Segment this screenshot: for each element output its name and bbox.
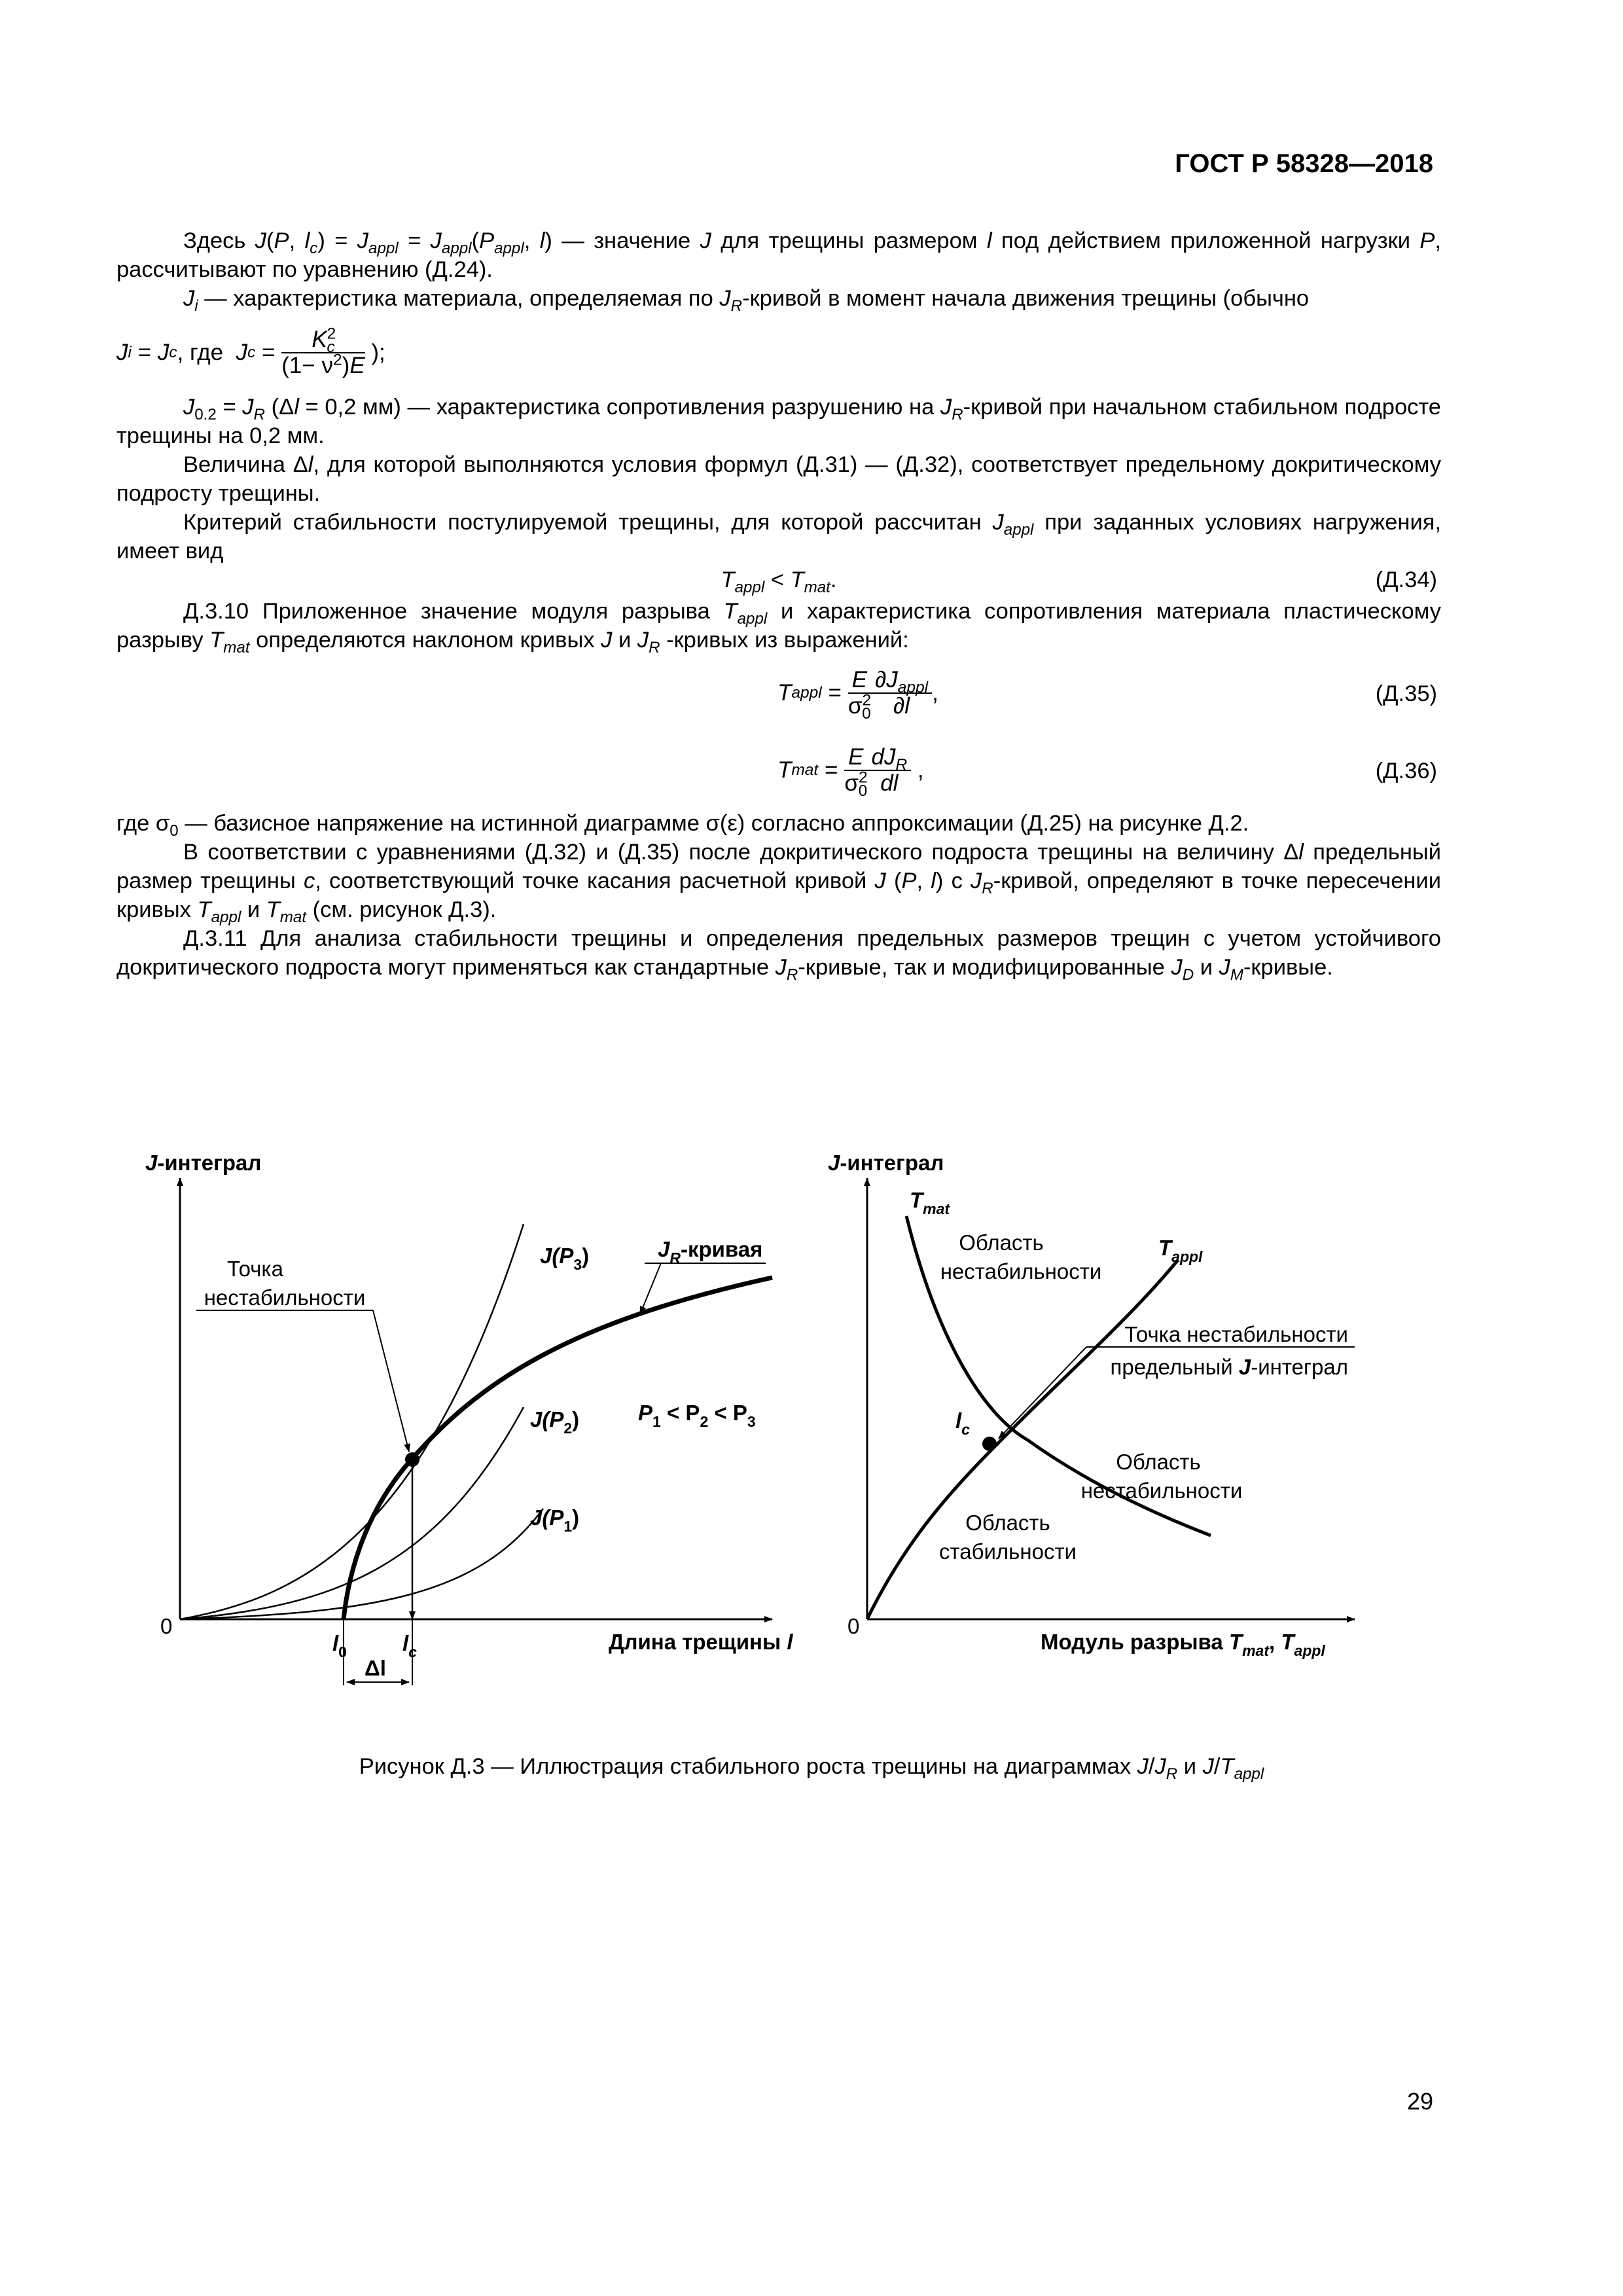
left-y-label: J-интеграл (145, 1151, 262, 1175)
left-diagram (145, 1151, 793, 1685)
tmat-label: $T_{mat}$ (910, 1188, 950, 1217)
equation-number: (Д.36) (1375, 759, 1437, 783)
right-point-label-line2: предельный J-интеграл (1110, 1355, 1348, 1379)
left-x-label: Длина трещины l (609, 1630, 793, 1654)
body-text (116, 226, 1441, 982)
paragraph-9: Д.3.11 Для анализа стабильности трещины и определения предельных размеров трещин с учетом устойчивого докритического подроста могут применяться как стандартные $J_R$-кривые, так и модифицированные $J_D$ и $J_M$-кривые. (116, 926, 1441, 984)
equation-34: $T_{appl} < T_{mat}$. (Д.34) (116, 565, 1441, 597)
right-instability-point (982, 1437, 997, 1451)
delta-l-label: Δl (365, 1656, 386, 1680)
tappl-label: $T_{appl}$ (1158, 1236, 1203, 1265)
equation-number: (Д.35) (1375, 681, 1437, 706)
right-y-label: J-интеграл (828, 1151, 944, 1175)
standard-header: ГОСТ Р 58328—2018 (1175, 149, 1433, 178)
point-label-line1: Точка (227, 1257, 283, 1281)
right-lc-label: $l_c$ (955, 1408, 970, 1438)
jr-curve-label: $J_R$-кривая (658, 1237, 763, 1266)
paragraph-5: Критерий стабильности постулируемой трещины, для которой рассчитан $J_{appl}$ при заданных условиях нагружения, имеет вид (116, 510, 1441, 564)
point-label-leader (373, 1310, 409, 1452)
equation-35: T appl = $\frac{E}{\sigma^2_0}$ $\frac{\partial J_{appl}}{\partial l}$ , (Д.35) (777, 667, 1437, 723)
right-point-leader (999, 1347, 1086, 1439)
figure-d3 (111, 1139, 1518, 1728)
figure-svg (111, 1139, 1518, 1728)
unstable-region-2-line2: нестабильности (1080, 1479, 1243, 1503)
equation-36: T mat = $\frac{E}{\sigma^2_0}$ $\frac{dJ_R}{dl}$ , (Д.36) (777, 744, 1437, 800)
unstable-region-1-line2: нестабильности (940, 1259, 1102, 1283)
equation-number: (Д.34) (1375, 567, 1437, 592)
paragraph-8: В соответствии с уравнениями (Д.32) и (Д.35) после докритического подроста трещины на величину Δl предельный размер трещины c, соответствующий точке касания расчетной кривой J (P, l) с $J_R$-кривой, определяют в точке пересечении кривых $T_{appl}$ и $T_{mat}$ (см. рисунок Д.3). (116, 840, 1441, 926)
stable-region-line2: стабильности (938, 1539, 1077, 1564)
curve-j-p1 (180, 1509, 543, 1619)
lc-label: $l_c$ (402, 1631, 417, 1660)
paragraph-3: $J_{0.2} = J_R$ (Δl = 0,2 мм) — характеристика сопротивления разрушению на $J_R$-кривой при начальном стабильном подросте трещины на 0,2 мм. (116, 395, 1441, 448)
p3-curve-label: $J(P_3)$ (540, 1244, 590, 1273)
equation-jc: J i = J c , где J c = $\frac{K^2_c}{(1- \nu^2)E}$ ); (116, 325, 385, 378)
curve-tappl (867, 1260, 1178, 1619)
stable-region-line1: Область (965, 1511, 1050, 1535)
curve-j-p2 (180, 1407, 524, 1619)
p2-curve-label: $J(P_2)$ (530, 1407, 580, 1437)
right-x-label: Модуль разрыва $T_{mat}$, $T_{appl}$ (1041, 1630, 1325, 1659)
curve-j-p3 (180, 1224, 524, 1619)
figure-caption: Рисунок Д.3 — Иллюстрация стабильного роста трещины на диаграммах $J/J_R$ и $J/T_{appl}$ (359, 1754, 1264, 1783)
point-label-line2: нестабильности (204, 1285, 366, 1310)
right-diagram (828, 1151, 1355, 1659)
load-inequality: $P_1 < P_2 < P_3$ (638, 1401, 756, 1430)
paragraph-1: Здесь J(P, $l_c) = J_{appl} = J_{appl}(P_{appl}$, l) — значение J для трещины размером l под действием приложенной нагрузки P, рассчитывают по уравнению (Д.24). (116, 228, 1442, 282)
unstable-region-2-line1: Область (1116, 1450, 1201, 1474)
paragraph-7: где $\sigma_0$ — базисное напряжение на истинной диаграмме σ(ε) согласно аппроксимации (Д.25) на рисунке Д.2. (116, 811, 1249, 840)
page-number: 29 (1406, 2088, 1433, 2115)
paragraph-2: $J_i$ — характеристика материала, определяемая по $J_R$-кривой в момент начала движения трещины (обычно (183, 286, 1310, 315)
unstable-region-1-line1: Область (959, 1230, 1044, 1255)
fraction-kc: $\frac{K^2_c}{(1- \nu^2)E}$ (281, 325, 365, 378)
paragraph-4: Величина Δl, для которой выполняются условия формул (Д.31) — (Д.32), соответствует предельному докритическому подросту трещины. (116, 452, 1441, 506)
right-origin: 0 (847, 1614, 860, 1638)
right-point-label-line1: Точка нестабильности (1124, 1322, 1348, 1346)
l0-label: $l_0$ (332, 1631, 347, 1660)
left-origin: 0 (160, 1614, 173, 1638)
p1-curve-label: $J(P_1)$ (530, 1505, 580, 1535)
paragraph-6: Д.3.10 Приложенное значение модуля разрыва $T_{appl}$ и характеристика сопротивления материала пластическому разрыву $T_{mat}$ определяются наклоном кривых J и $J_R$ -кривых из выражений: (116, 599, 1441, 656)
